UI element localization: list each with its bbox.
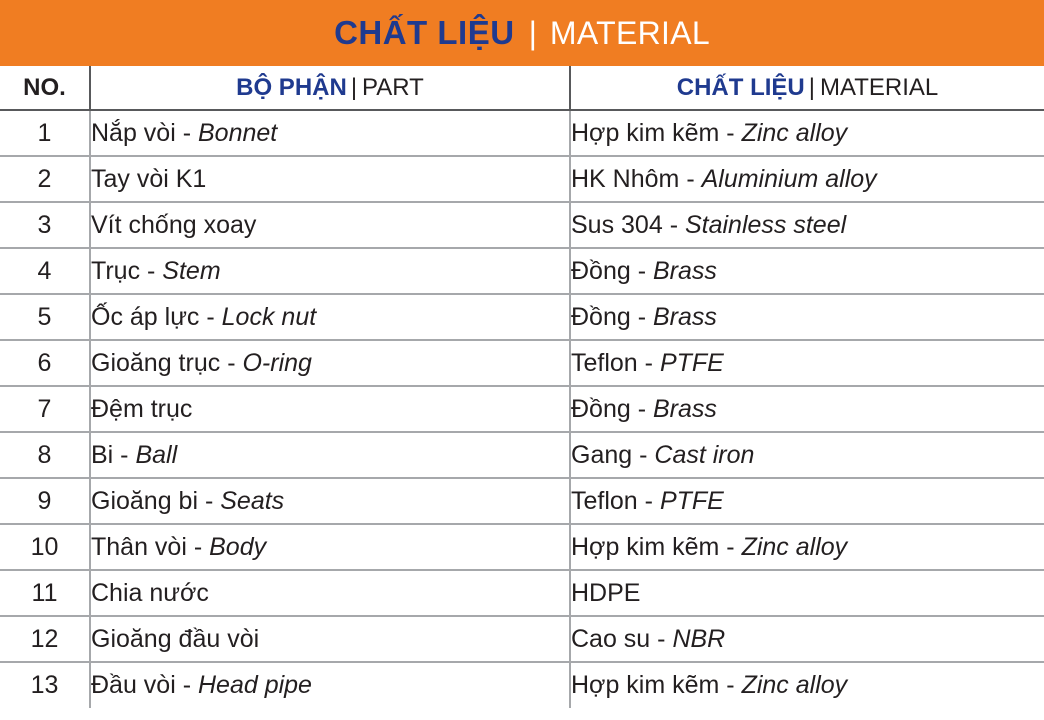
row-part: [90, 432, 570, 478]
row-part: [90, 570, 570, 616]
row-material: [570, 340, 1044, 386]
row-number: 9: [0, 478, 90, 524]
table-row: [0, 478, 1044, 524]
row-part-en: Ball: [135, 440, 178, 469]
row-part-vn: Tay vòi K1: [91, 164, 207, 193]
row-part-vn: Chia nước: [91, 578, 209, 607]
row-number: 10: [0, 524, 90, 570]
row-material: [570, 616, 1044, 662]
row-material-dash: -: [630, 302, 653, 331]
row-material-dash: -: [662, 210, 685, 239]
row-part: [90, 340, 570, 386]
row-part: [90, 386, 570, 432]
row-part-en: Stem: [162, 256, 221, 285]
row-part-en: Seats: [220, 486, 285, 515]
row-material-en: NBR: [672, 624, 726, 653]
row-number: 3: [0, 202, 90, 248]
row-material-vn: Đồng: [571, 256, 631, 285]
row-material: [570, 294, 1044, 340]
row-material-vn: Hợp kim kẽm: [571, 671, 720, 699]
row-part-vn: Vít chống xoay: [91, 210, 257, 239]
row-part: [90, 478, 570, 524]
row-number: 7: [0, 386, 90, 432]
column-header-part-vn: BỘ PHẬN: [236, 73, 347, 101]
row-material-en: PTFE: [659, 486, 724, 515]
banner: [0, 0, 1044, 66]
row-material-dash: -: [719, 671, 742, 699]
row-part-vn: Gioăng trục: [91, 348, 221, 377]
material-table: [0, 66, 1044, 708]
row-material-dash: -: [719, 532, 742, 561]
row-part-vn: Gioăng đầu vòi: [91, 624, 260, 653]
row-part-dash: -: [140, 256, 163, 285]
row-material-vn: Teflon: [571, 486, 638, 515]
row-material-en: Zinc alloy: [741, 118, 848, 147]
row-material: [570, 386, 1044, 432]
row-material: [570, 202, 1044, 248]
table-row: [0, 340, 1044, 386]
row-material-en: Stainless steel: [684, 210, 847, 239]
row-part-en: Bonnet: [197, 118, 278, 147]
column-header-no: NO.: [0, 66, 90, 110]
row-part: [90, 156, 570, 202]
row-number: 13: [0, 662, 90, 708]
row-material: [570, 248, 1044, 294]
table-row: [0, 570, 1044, 616]
row-number: 2: [0, 156, 90, 202]
row-material-en: Brass: [652, 394, 717, 423]
table-row: [0, 524, 1044, 570]
table-row: [0, 386, 1044, 432]
row-material-en: PTFE: [659, 348, 724, 377]
row-part: [90, 110, 570, 156]
banner-title-group: [334, 14, 710, 52]
row-material: [570, 570, 1044, 616]
row-material-vn: Cao su: [571, 624, 651, 653]
row-material: [570, 156, 1044, 202]
column-header-part: [90, 66, 570, 110]
row-material-dash: -: [650, 624, 673, 653]
row-material-dash: -: [630, 256, 653, 285]
row-part: [90, 248, 570, 294]
column-header-material-separator: |: [808, 73, 815, 101]
row-number: 11: [0, 570, 90, 616]
row-material-vn: HK Nhôm: [571, 164, 680, 193]
row-material: [570, 110, 1044, 156]
row-part-vn: Đệm trục: [91, 394, 193, 423]
row-material-vn: Đồng: [571, 302, 631, 331]
row-part: [90, 524, 570, 570]
table-row: [0, 156, 1044, 202]
row-material-en: Zinc alloy: [741, 671, 848, 699]
row-material: [570, 662, 1044, 708]
row-material-vn: Hợp kim kẽm: [571, 532, 720, 561]
row-material-vn: HDPE: [571, 578, 641, 607]
row-number: 6: [0, 340, 90, 386]
row-part-en: Lock nut: [221, 302, 317, 331]
row-part: [90, 294, 570, 340]
row-number: 1: [0, 110, 90, 156]
table-row: [0, 616, 1044, 662]
row-material-dash: -: [637, 348, 660, 377]
row-part-dash: -: [198, 486, 221, 515]
table-row: [0, 432, 1044, 478]
row-part-vn: Thân vòi: [91, 532, 187, 561]
row-number: 8: [0, 432, 90, 478]
row-part: [90, 662, 570, 708]
column-header-material-en: MATERIAL: [819, 73, 939, 101]
row-material: [570, 432, 1044, 478]
row-part-vn: Bi: [91, 440, 114, 469]
row-part: [90, 202, 570, 248]
row-material-en: Aluminium alloy: [701, 164, 877, 193]
row-part-dash: -: [186, 532, 210, 561]
banner-title-separator: |: [528, 15, 537, 51]
row-part-en: Head pipe: [197, 671, 312, 699]
row-material-vn: Hợp kim kẽm: [571, 118, 720, 147]
table-row: [0, 202, 1044, 248]
row-material-dash: -: [637, 486, 660, 515]
column-header-material: [570, 66, 1044, 110]
row-part-dash: -: [113, 440, 136, 469]
row-part-vn: Ốc áp lực: [91, 302, 200, 331]
table-row: [0, 294, 1044, 340]
row-part-vn: Nắp vòi: [91, 118, 176, 147]
table-row: [0, 248, 1044, 294]
row-material-vn: Gang: [571, 440, 633, 469]
column-header-material-vn: CHẤT LIỆU: [676, 73, 805, 101]
column-header-part-separator: |: [350, 73, 358, 101]
row-part-en: Body: [209, 532, 267, 561]
banner-title-vn: CHẤT LIỆU: [334, 14, 515, 51]
row-part-dash: -: [175, 118, 198, 147]
row-material-dash: -: [630, 394, 653, 423]
table-row: [0, 110, 1044, 156]
row-material-vn: Đồng: [571, 394, 631, 423]
table-body: [0, 110, 1044, 708]
row-number: 12: [0, 616, 90, 662]
row-number: 4: [0, 248, 90, 294]
row-material-en: Brass: [652, 256, 717, 285]
row-part: [90, 616, 570, 662]
row-material: [570, 524, 1044, 570]
row-material-en: Cast iron: [654, 440, 755, 469]
row-part-vn: Gioăng bi: [91, 486, 199, 515]
row-material-en: Zinc alloy: [741, 532, 848, 561]
row-material-vn: Teflon: [571, 348, 638, 377]
row-part-dash: -: [199, 302, 222, 331]
row-part-vn: Đầu vòi: [91, 671, 176, 699]
table-header-row: [0, 66, 1044, 110]
row-part-dash: -: [175, 671, 198, 699]
row-part-dash: -: [220, 348, 243, 377]
row-material-dash: -: [632, 440, 655, 469]
row-material-dash: -: [679, 164, 702, 193]
column-header-part-en: PART: [362, 73, 424, 101]
row-material-en: Brass: [652, 302, 717, 331]
row-material-vn: Sus 304: [571, 210, 663, 239]
row-material: [570, 478, 1044, 524]
row-part-vn: Trục: [91, 256, 141, 285]
row-part-en: O-ring: [242, 348, 312, 377]
row-number: 5: [0, 294, 90, 340]
banner-title-en: MATERIAL: [549, 15, 710, 51]
table-row: [0, 662, 1044, 708]
row-material-dash: -: [719, 118, 742, 147]
